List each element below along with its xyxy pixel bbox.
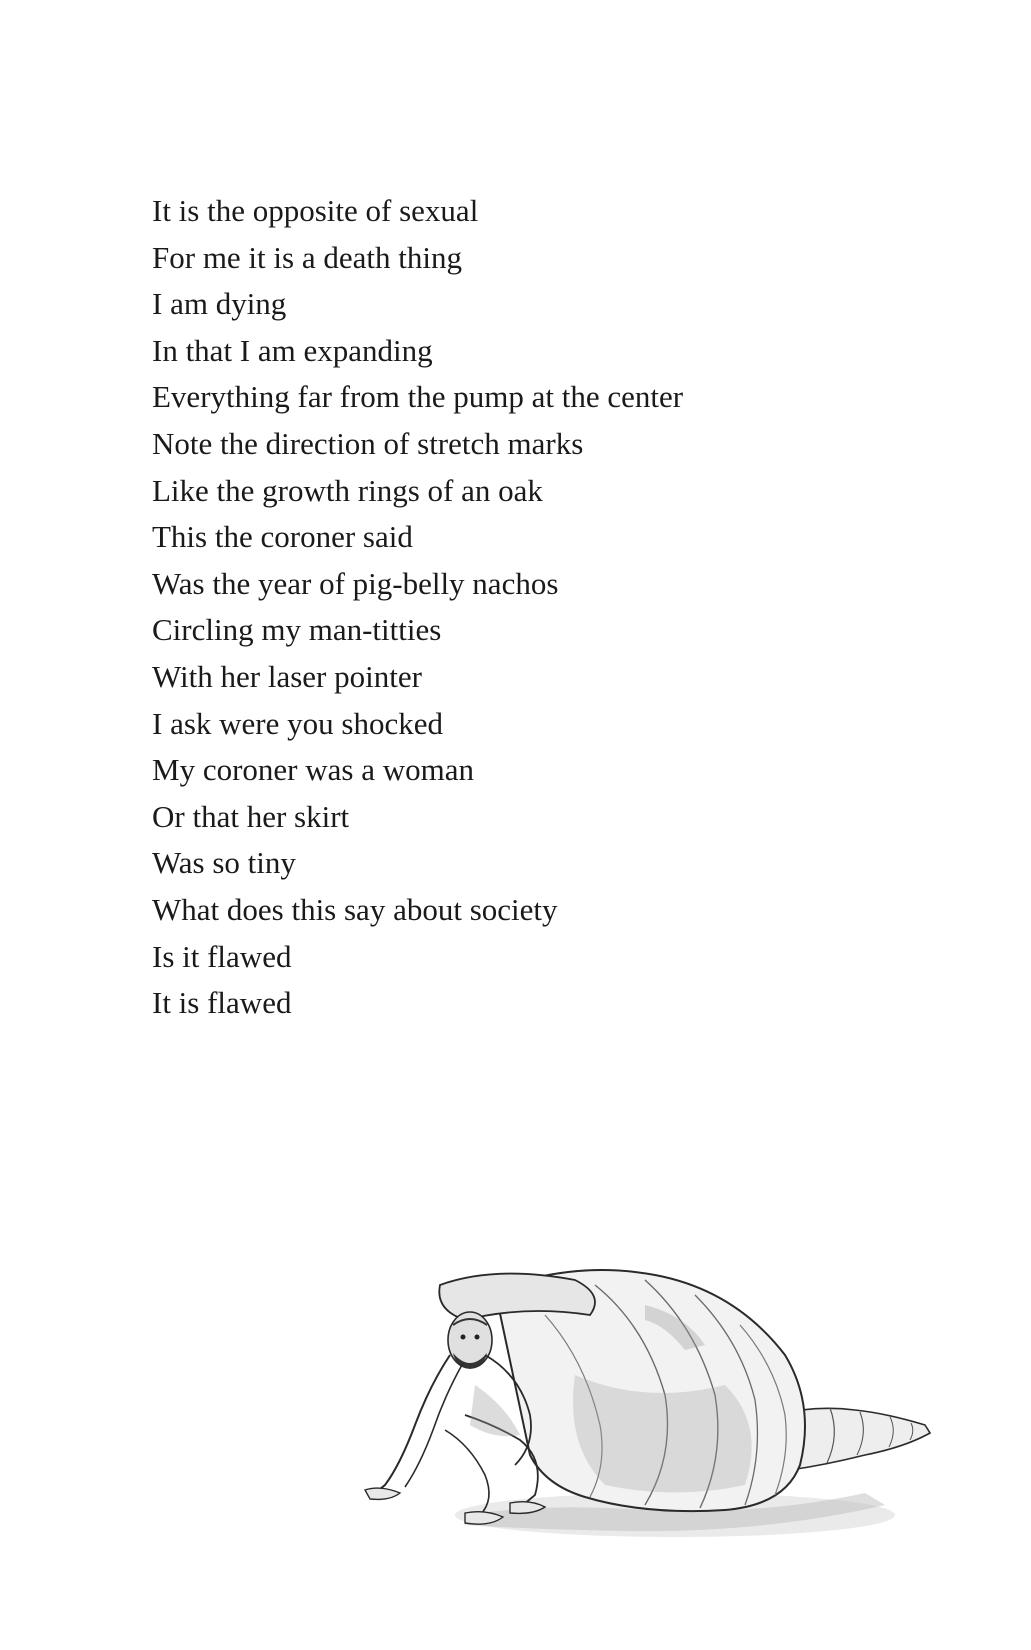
poem-line: For me it is a death thing xyxy=(152,239,462,275)
poem-line: Everything far from the pump at the center xyxy=(152,379,684,415)
poem-line: Is it flawed xyxy=(152,938,292,974)
poem-line: What does this say about society xyxy=(152,891,558,927)
poem-line: Note the direction of stretch marks xyxy=(152,425,584,461)
poem-line: With her laser pointer xyxy=(152,658,422,694)
poem-line: This the coroner said xyxy=(152,519,413,555)
poem-line: Was so tiny xyxy=(152,845,296,881)
poem-line: It is the opposite of sexual xyxy=(152,193,479,228)
poem-line: I ask were you shocked xyxy=(152,705,443,741)
poem-line: Like the growth rings of an oak xyxy=(152,472,543,508)
poem-line: In that I am expanding xyxy=(152,332,433,368)
poem-body xyxy=(152,188,683,1027)
man-in-shell-drawing-icon xyxy=(345,1265,945,1635)
poem-line: I am dying xyxy=(152,286,287,322)
poem-line: It is flawed xyxy=(152,985,292,1021)
poem-line: Was the year of pig-belly nachos xyxy=(152,565,559,601)
poem-line: My coroner was a woman xyxy=(152,752,474,788)
poem-line: Circling my man-titties xyxy=(152,612,442,648)
poem-line: Or that her skirt xyxy=(152,798,350,834)
